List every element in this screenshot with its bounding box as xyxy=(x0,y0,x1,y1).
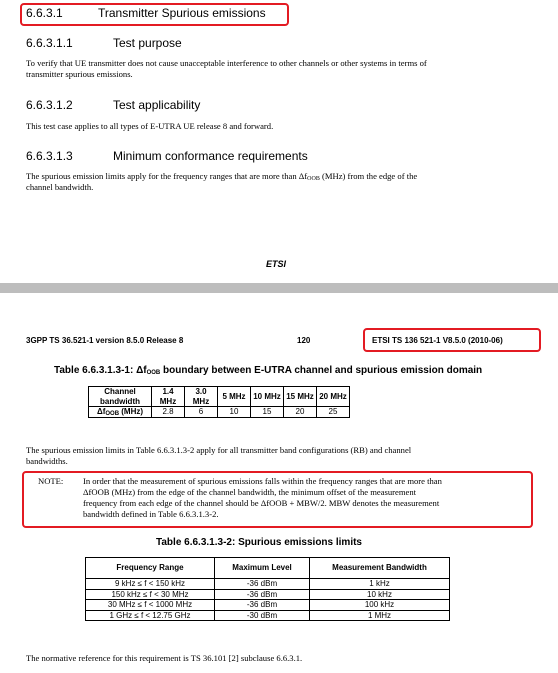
note-line-4: bandwidth defined in Table 6.6.3.1.3-2. xyxy=(83,509,219,519)
table2-cell: 1 kHz xyxy=(310,579,450,590)
table1 xyxy=(88,386,350,418)
table1-row-head: Channel bandwidth xyxy=(89,387,152,407)
spurious-para-line-2: bandwidths. xyxy=(26,456,68,466)
table-row xyxy=(86,589,450,600)
purpose-text-line-2: transmitter spurious emissions. xyxy=(26,69,133,79)
subsection-number-applicability: 6.6.3.1.2 xyxy=(26,98,73,112)
table1-cell: 10 xyxy=(218,407,251,418)
table1-cell: 1.4 MHz xyxy=(152,387,185,407)
table2-header-cell: Maximum Level xyxy=(215,558,310,579)
table1-cell: 15 xyxy=(251,407,284,418)
table1-cell: 3.0 MHz xyxy=(185,387,218,407)
table2-header-row xyxy=(86,558,450,579)
subsection-number-min-req: 6.6.3.1.3 xyxy=(26,149,73,163)
subsection-title-purpose: Test purpose xyxy=(113,36,182,50)
table1-cell: 20 MHz xyxy=(317,387,350,407)
table2-cell: 1 MHz xyxy=(310,610,450,621)
page-number: 120 xyxy=(297,336,311,345)
table1-cell: 10 MHz xyxy=(251,387,284,407)
page-footer-etsi: ETSI xyxy=(266,259,287,269)
table2-cell: -36 dBm xyxy=(215,600,310,611)
table1-row-head: $\Delta f_{OOB}$ (MHz) xyxy=(89,407,152,418)
section-number: 6.6.3.1 xyxy=(26,6,63,20)
purpose-text-line-1: To verify that UE transmitter does not cause unacceptable interference to other channels or other systems in terms of xyxy=(26,58,427,68)
table-row xyxy=(86,579,450,590)
subsection-title-min-req: Minimum conformance requirements xyxy=(113,149,308,163)
table2-cell: 10 kHz xyxy=(310,589,450,600)
spurious-para-line-1: The spurious emission limits in Table 6.6.3.1.3-2 apply for all transmitter band configurations (RB) and channel xyxy=(26,445,412,455)
table1-cell: 6 xyxy=(185,407,218,418)
table1-cell: 2.8 xyxy=(152,407,185,418)
section-title: Transmitter Spurious emissions xyxy=(98,6,266,20)
table2-container xyxy=(85,557,450,621)
table1-caption: Table 6.6.3.1.3-1: $\Delta f_{OOB}$ boundary between E-UTRA channel and spurious emission domain xyxy=(54,365,483,376)
min-req-text-line-2: channel bandwidth. xyxy=(26,182,94,192)
table-row xyxy=(86,610,450,621)
table1-row-foob xyxy=(89,407,350,418)
applicability-text: This test case applies to all types of E-UTRA UE release 8 and forward. xyxy=(26,121,274,131)
table1-cell: 5 MHz xyxy=(218,387,251,407)
table1-cell: 20 xyxy=(284,407,317,418)
page-header-right: ETSI TS 136 521-1 V8.5.0 (2010-06) xyxy=(372,336,503,345)
page-header-left: 3GPP TS 36.521-1 version 8.5.0 Release 8 xyxy=(26,336,184,345)
table-row xyxy=(86,600,450,611)
table2 xyxy=(85,557,450,621)
table2-header-cell: Frequency Range xyxy=(86,558,215,579)
table2-cell: 1 GHz ≤ f < 12.75 GHz xyxy=(86,610,215,621)
subsection-title-applicability: Test applicability xyxy=(113,98,201,112)
note-line-2: ΔfOOB (MHz) from the edge of the channel bandwidth, the minimum offset of the measurement xyxy=(83,487,417,497)
table1-cell: 25 xyxy=(317,407,350,418)
table2-cell: -36 dBm xyxy=(215,579,310,590)
min-req-text-line-1: The spurious emission limits apply for the frequency ranges that are more than $\Delta f_{OOB}$ (MHz) from the edge of the xyxy=(26,171,418,182)
table2-cell: 9 kHz ≤ f < 150 kHz xyxy=(86,579,215,590)
table2-cell: -30 dBm xyxy=(215,610,310,621)
table2-cell: 100 kHz xyxy=(310,600,450,611)
table2-cell: 150 kHz ≤ f < 30 MHz xyxy=(86,589,215,600)
note-line-1: In order that the measurement of spurious emissions falls within the frequency ranges that are more than xyxy=(83,476,442,486)
normative-reference: The normative reference for this requirement is TS 36.101 [2] subclause 6.6.3.1. xyxy=(26,653,303,663)
table1-cell: 15 MHz xyxy=(284,387,317,407)
table2-cell: -36 dBm xyxy=(215,589,310,600)
table1-row-bandwidth xyxy=(89,387,350,407)
table1-container xyxy=(88,386,350,418)
page-separator xyxy=(0,283,558,293)
note-label: NOTE: xyxy=(38,476,64,486)
table2-header-cell: Measurement Bandwidth xyxy=(310,558,450,579)
table2-cell: 30 MHz ≤ f < 1000 MHz xyxy=(86,600,215,611)
table2-caption: Table 6.6.3.1.3-2: Spurious emissions limits xyxy=(156,537,362,548)
note-line-3: frequency from each edge of the channel should be ΔfOOB + MBW/2. MBW denotes the measurement xyxy=(83,498,440,508)
subsection-number-purpose: 6.6.3.1.1 xyxy=(26,36,73,50)
